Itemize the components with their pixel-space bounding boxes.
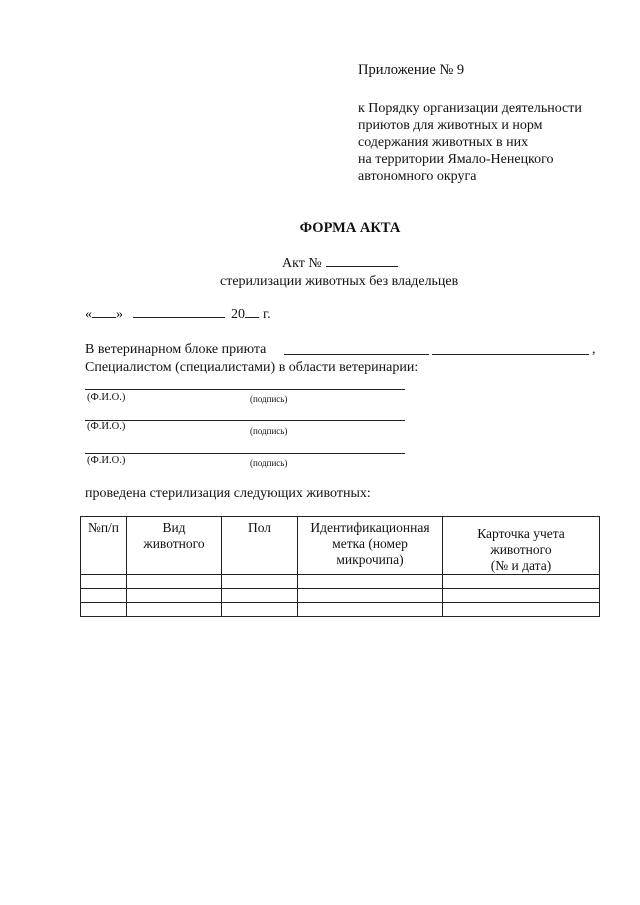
table-cell[interactable] — [127, 603, 222, 617]
header-sex — [222, 517, 298, 575]
sign-label-1: (подпись) — [250, 394, 288, 404]
fio-label-2: (Ф.И.О.) — [87, 421, 126, 432]
sign-label-2: (подпись) — [250, 426, 288, 436]
appendix-line: автономного округа — [358, 169, 477, 184]
fio-label-3: (Ф.И.О.) — [87, 455, 126, 466]
appendix-subtitle — [358, 100, 608, 185]
table-cell[interactable] — [443, 603, 600, 617]
header-line: животного — [490, 542, 552, 557]
header-line: Пол — [247, 520, 272, 535]
date-open-quote: « — [85, 307, 92, 322]
signature-line-2[interactable] — [85, 420, 405, 421]
shelter-comma: , — [592, 342, 596, 357]
shelter-address-blank[interactable] — [432, 354, 589, 355]
specialist-text: Специалистом (специалистами) в области ветеринарии: — [85, 360, 419, 375]
act-subtitle: стерилизации животных без владельцев — [220, 274, 459, 289]
year-prefix: 20 — [231, 307, 245, 322]
table-row — [81, 575, 600, 589]
table-cell[interactable] — [222, 603, 298, 617]
appendix-line: к Порядку организации деятельности — [358, 101, 582, 116]
header-line: (№ и дата) — [490, 558, 552, 573]
appendix-title: Приложение № 9 — [358, 62, 465, 78]
table-cell[interactable] — [81, 575, 127, 589]
table-cell[interactable] — [443, 575, 600, 589]
fio-label-1: (Ф.И.О.) — [87, 392, 126, 403]
header-number — [81, 517, 127, 575]
date-close-quote: » — [116, 307, 123, 322]
date-line — [85, 305, 271, 323]
table-cell[interactable] — [222, 575, 298, 589]
day-blank[interactable] — [92, 305, 116, 318]
table-row — [81, 603, 600, 617]
appendix-line: приютов для животных и норм — [358, 118, 543, 133]
header-line: Карточка учета — [477, 526, 565, 541]
header-line: животного — [143, 536, 205, 551]
month-blank[interactable] — [133, 305, 225, 318]
shelter-text: В ветеринарном блоке приюта — [85, 342, 267, 357]
header-line: №п/п — [87, 520, 120, 535]
header-line: Идентификационная — [310, 520, 430, 535]
appendix-line: на территории Ямало-Ненецкого — [358, 152, 554, 167]
shelter-name-blank[interactable] — [284, 354, 429, 355]
year-blank[interactable] — [245, 305, 259, 318]
header-line: Вид — [162, 520, 186, 535]
appendix-line: содержания животных в них — [358, 135, 529, 150]
header-line: микрочипа) — [336, 552, 404, 567]
header-animal-type — [127, 517, 222, 575]
signature-line-3[interactable] — [85, 453, 405, 454]
table-cell[interactable] — [298, 575, 443, 589]
act-number-line — [282, 254, 398, 272]
table-cell[interactable] — [222, 589, 298, 603]
form-title: ФОРМА АКТА — [299, 220, 401, 236]
table-cell[interactable] — [298, 603, 443, 617]
table-cell[interactable] — [298, 589, 443, 603]
table-row — [81, 589, 600, 603]
header-microchip — [298, 517, 443, 575]
table-cell[interactable] — [127, 589, 222, 603]
table-cell[interactable] — [81, 589, 127, 603]
performed-text: проведена стерилизация следующих животных: — [85, 486, 371, 501]
sign-label-3: (подпись) — [250, 458, 288, 468]
table-cell[interactable] — [127, 575, 222, 589]
header-line: метка (номер — [332, 536, 408, 551]
signature-line-1[interactable] — [85, 389, 405, 390]
year-suffix: г. — [263, 307, 271, 322]
table-header-row — [81, 517, 600, 575]
animals-table-wrap — [80, 516, 600, 617]
act-number-blank[interactable] — [326, 254, 398, 267]
table-cell[interactable] — [443, 589, 600, 603]
animals-table — [80, 516, 600, 617]
table-cell[interactable] — [81, 603, 127, 617]
act-prefix: Акт № — [282, 256, 322, 271]
header-record-card — [443, 517, 600, 575]
